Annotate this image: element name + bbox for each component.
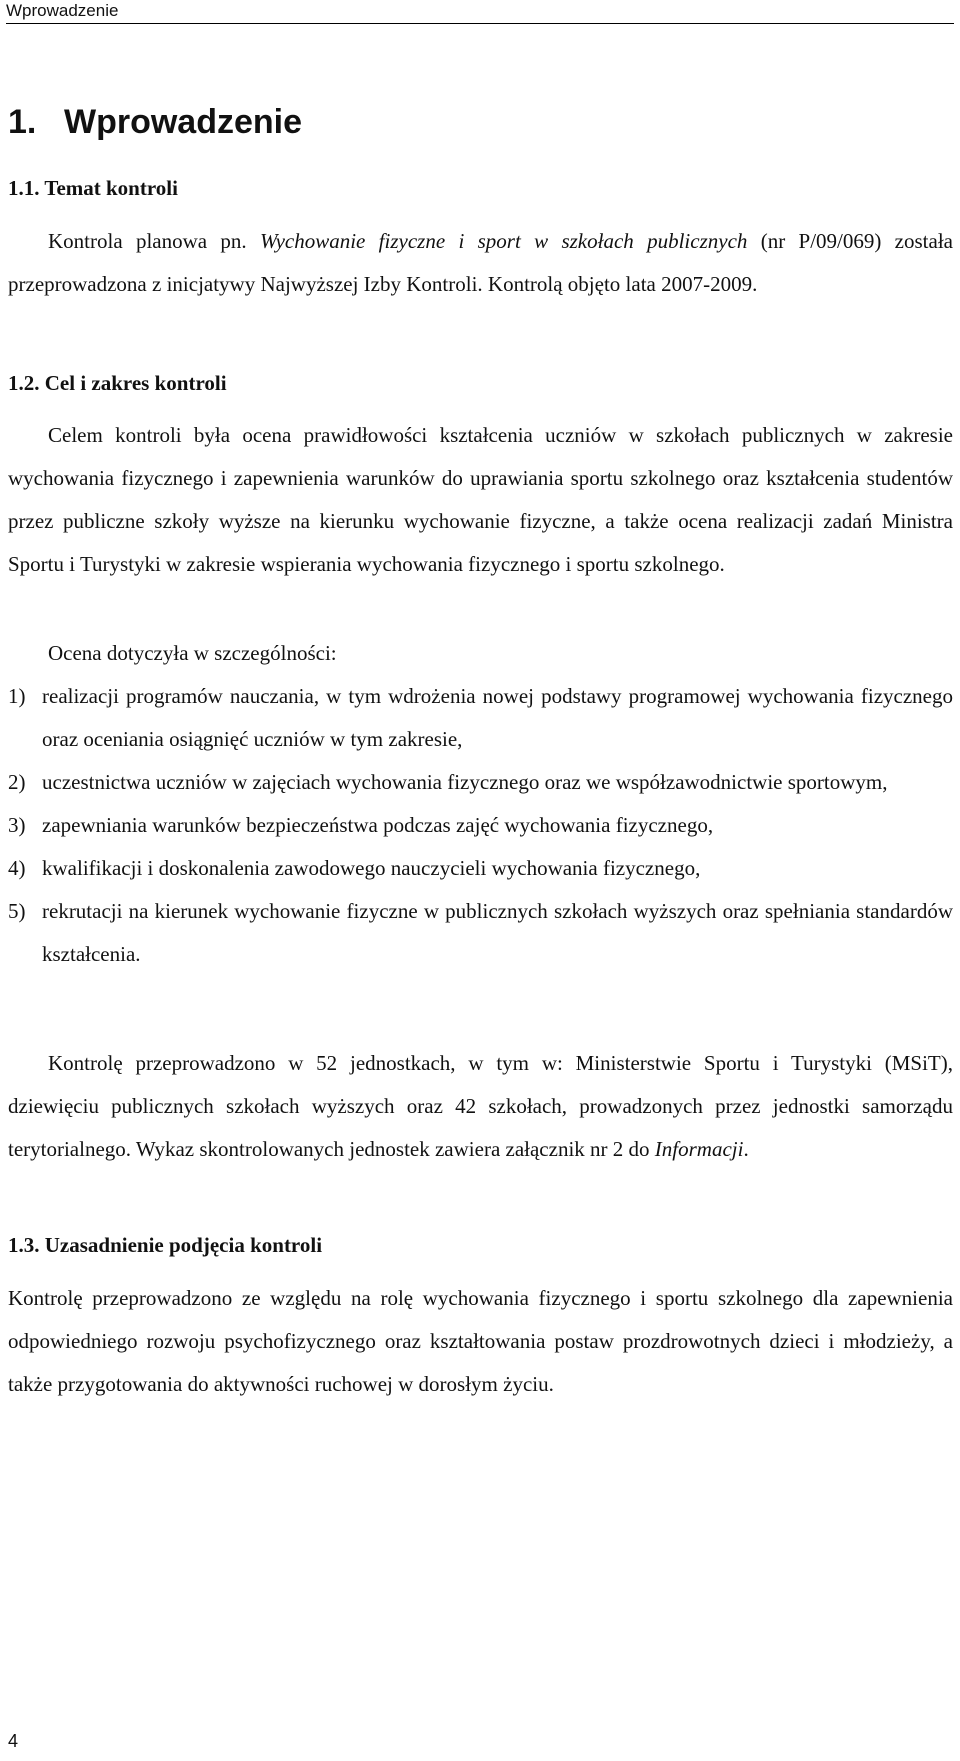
list-item	[8, 804, 953, 847]
page-number: 4	[8, 1731, 19, 1751]
running-header: Wprowadzenie	[6, 0, 954, 24]
paragraph-goal: Celem kontroli była ocena prawidłowości kształcenia uczniów w szkołach publicznych w zakresie wychowania fizycznego i zapewnienia warunków do uprawiania sportu szkolnego oraz kształcenia studentów przez publiczne szkoły wyższe na kierunku wychowanie fizyczne, a także ocena realizacji zadań Ministra Sportu i Turystyki w zakresie wspierania wychowania fizycznego i sportu szkolnego.	[8, 423, 953, 576]
list-item	[8, 890, 953, 976]
list-item-marker: 2)	[8, 770, 26, 794]
list-item-marker: 3)	[8, 813, 26, 837]
paragraph-justification: Kontrolę przeprowadzono ze względu na rolę wychowania fizycznego i sportu szkolnego dla zapewnienia odpowiedniego rozwoju psychofizycznego oraz kształtowania postaw prozdrowotnych dzieci i młodzieży, a także przygotowania do aktywności ruchowej w dorosłym życiu.	[8, 1286, 953, 1396]
control-title-italic: Wychowanie fizyczne i sport w szkołach publicznych	[260, 229, 748, 253]
section-heading-1-3: 1.3. Uzasadnienie podjęcia kontroli	[8, 1233, 323, 1257]
section-heading-1-2: 1.2. Cel i zakres kontroli	[8, 371, 227, 395]
chapter-title	[8, 102, 302, 142]
paragraph-scope-main: Kontrolę przeprowadzono w 52 jednostkach, w tym w: Ministerstwie Sportu i Turystyki (MSiT), dziewięciu publicznych szkołach wyższych oraz 42 szkołach, prowadzonych przez jednostki samorządu terytorialnego. Wykaz skontrolowanych jednostek zawiera załącznik nr 2 do	[8, 1051, 953, 1161]
list-item	[8, 847, 953, 890]
paragraph-topic-part1: Kontrola planowa pn.	[48, 229, 260, 253]
list-item-marker: 5)	[8, 899, 26, 923]
list-item	[8, 761, 953, 804]
list-item-text: kwalifikacji i doskonalenia zawodowego nauczycieli wychowania fizycznego,	[42, 856, 701, 880]
list-item-marker: 1)	[8, 684, 26, 708]
paragraph-scope-end: .	[743, 1137, 749, 1161]
chapter-number: 1.	[8, 103, 37, 141]
informacji-italic: Informacji	[654, 1137, 744, 1161]
list-item	[8, 675, 953, 761]
list-item-text: zapewniania warunków bezpieczeństwa podczas zajęć wychowania fizycznego,	[42, 813, 714, 837]
list-item-text: uczestnictwa uczniów w zajęciach wychowania fizycznego oraz we współzawodnictwie sportowym,	[42, 770, 888, 794]
paragraph-scope	[8, 1042, 953, 1171]
section-heading-1-1: 1.1. Temat kontroli	[8, 176, 178, 200]
list-item-text: realizacji programów nauczania, w tym wdrożenia nowej podstawy programowej wychowania fizycznego oraz oceniania osiągnięć uczniów w tym zakresie,	[42, 684, 953, 751]
chapter-title-text: Wprowadzenie	[64, 103, 303, 141]
paragraph-topic-part2: (nr P/09/069) została przeprowadzona z inicjatywy Najwyższej Izby Kontroli. Kontrolą objęto lata 2007-2009.	[8, 229, 953, 296]
assessment-list	[8, 675, 953, 976]
list-item-text: rekrutacji na kierunek wychowanie fizyczne w publicznych szkołach wyższych oraz spełniania standardów kształcenia.	[42, 899, 953, 966]
paragraph-list-intro: Ocena dotyczyła w szczególności:	[48, 641, 337, 665]
paragraph-topic	[8, 220, 953, 306]
list-item-marker: 4)	[8, 856, 26, 880]
